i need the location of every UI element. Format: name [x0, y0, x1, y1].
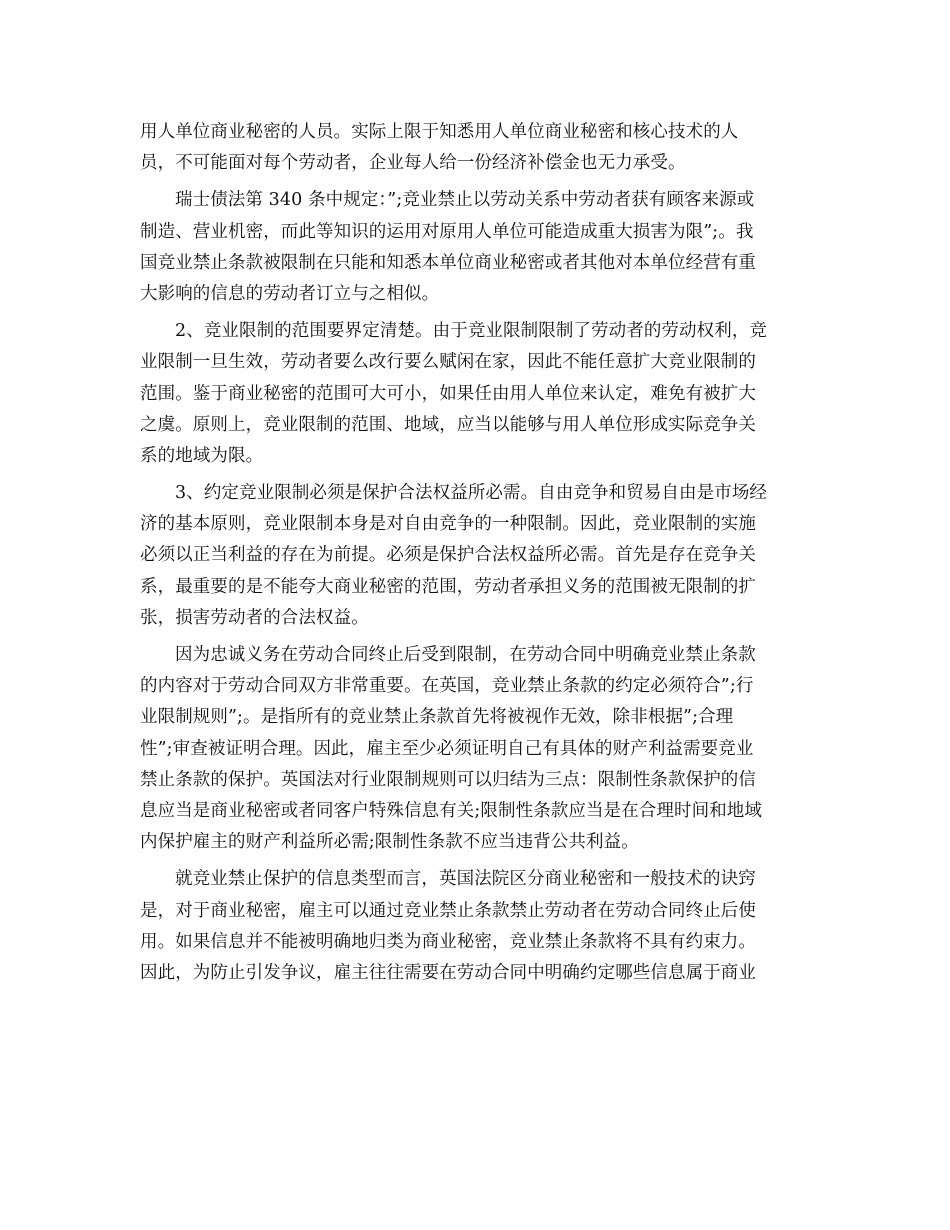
text-line: 是，对于商业秘密，雇主可以通过竞业禁止条款禁止劳动者在劳动合同终止后使	[140, 900, 756, 921]
text-line: 3、约定竞业限制必须是保护合法权益所必需。自由竞争和贸易自由是市场经	[175, 483, 768, 504]
text-line: 系，最重要的是不能夸大商业秘密的范围，劳动者承担义务的范围被无限制的扩	[140, 576, 756, 597]
text-line: 用。如果信息并不能被明确地归类为商业秘密，竞业禁止条款将不具有约束力。	[140, 931, 756, 952]
text-line: 国竞业禁止条款被限制在只能和知悉本单位商业秘密或者其他对本单位经营有重	[140, 252, 756, 273]
text-line: 内保护雇主的财产利益所必需;限制性条款不应当违背公共利益。	[140, 832, 639, 853]
text-line: 息应当是商业秘密或者同客户特殊信息有关;限制性条款应当是在合理时间和地域	[140, 800, 762, 821]
text-line: 员，不可能面对每个劳动者，企业每人给一份经济补偿金也无力承受。	[140, 153, 686, 174]
text-line: 因为忠诚义务在劳动合同终止后受到限制，在劳动合同中明确竞业禁止条款	[175, 645, 756, 665]
text-line: 制造、营业机密，而此等知识的运用对原用人单位可能造成重大损害为限”;。我	[140, 221, 754, 242]
document-body	[140, 117, 812, 989]
text-line: 业限制规则”;。是指所有的竞业禁止条款首先将被视作无效，除非根据”;合理	[140, 707, 734, 728]
text-line: 济的基本原则，竞业限制本身是对自由竞争的一种限制。因此，竞业限制的实施	[140, 514, 756, 535]
text-line: 性”;审查被证明合理。因此，雇主至少必须证明自己有具体的财产利益需要竞业	[140, 738, 754, 759]
text-line: 大影响的信息的劳动者订立与之相似。	[140, 283, 440, 304]
text-line: 就竞业禁止保护的信息类型而言，英国法院区分商业秘密和一般技术的诀窍	[175, 869, 756, 890]
text-line: 瑞士债法第 340 条中规定：”;竞业禁止以劳动关系中劳动者获有顾客来源或	[175, 190, 755, 211]
text-line: 范围。鉴于商业秘密的范围可大可小，如果任由用人单位来认定，难免有被扩大	[140, 383, 756, 404]
text-line: 因此，为防止引发争议，雇主往往需要在劳动合同中明确约定哪些信息属于商业	[140, 962, 756, 983]
text-line: 系的地域为限。	[140, 445, 264, 466]
text-line: 之虞。原则上，竞业限制的范围、地域，应当以能够与用人单位形成实际竞争关	[140, 414, 756, 435]
text-line: 的内容对于劳动合同双方非常重要。在英国，竞业禁止条款的约定必须符合”;行	[140, 676, 754, 697]
text-line: 用人单位商业秘密的人员。实际上限于知悉用人单位商业秘密和核心技术的人	[140, 122, 739, 142]
text-line: 必须以正当利益的存在为前提。必须是保护合法权益所必需。首先是存在竞争关	[140, 545, 756, 566]
text-line: 禁止条款的保护。英国法对行业限制规则可以归结为三点：限制性条款保护的信	[140, 769, 756, 790]
text-line: 2、竞业限制的范围要界定清楚。由于竞业限制限制了劳动者的劳动权利，竞	[175, 321, 768, 342]
text-line: 张，损害劳动者的合法权益。	[140, 607, 369, 628]
text-line: 业限制一旦生效，劳动者要么改行要么赋闲在家，因此不能任意扩大竞业限制的	[140, 352, 756, 373]
